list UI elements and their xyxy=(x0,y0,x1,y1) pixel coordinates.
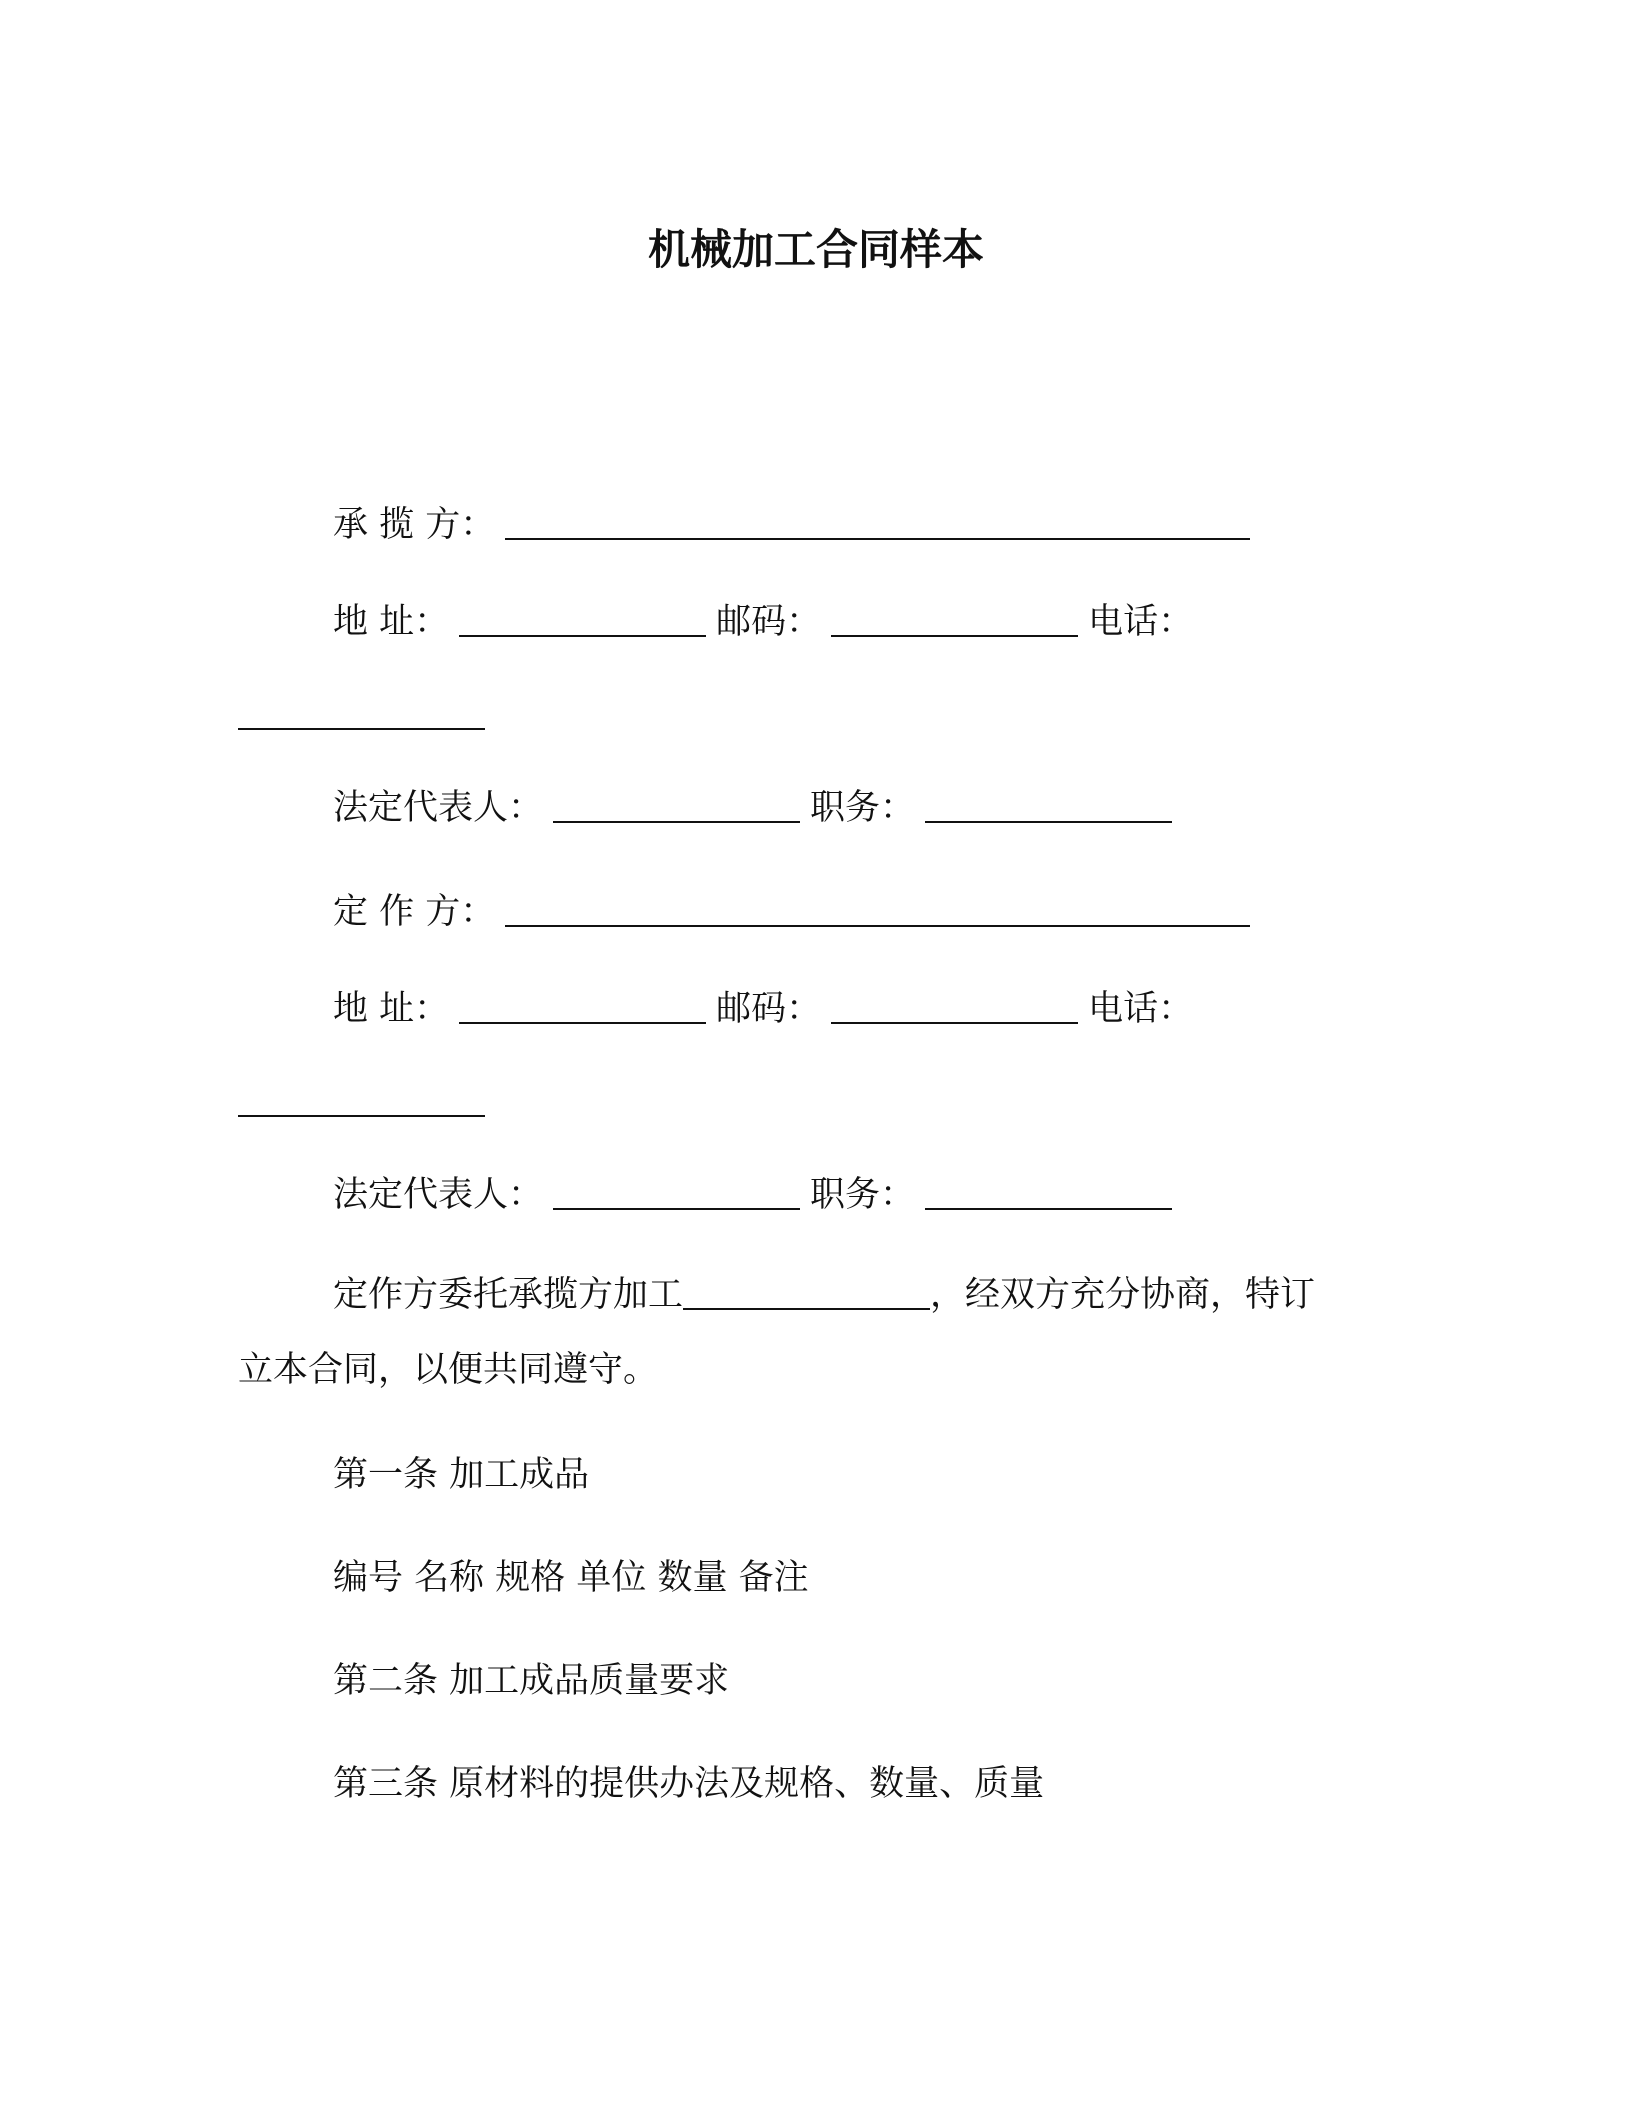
contractor-position-blank[interactable] xyxy=(925,787,1172,823)
client-rep-label: 法定代表人： xyxy=(333,1175,544,1215)
article-1-heading: 第一条 加工成品 xyxy=(333,1455,590,1495)
contractor-address-label: 地 址： xyxy=(333,602,450,642)
intro-part1: 定作方委托承揽方加工 xyxy=(333,1275,684,1315)
contractor-phone-label: 电话： xyxy=(1088,602,1194,642)
contractor-rep-line xyxy=(333,783,1172,833)
client-rep-line xyxy=(333,1170,1172,1220)
contractor-name-blank[interactable] xyxy=(505,504,1250,540)
contractor-phone-line xyxy=(238,690,485,740)
client-postcode-blank[interactable] xyxy=(831,988,1078,1024)
client-postcode-label: 邮码： xyxy=(716,989,822,1029)
client-label: 定 作 方： xyxy=(333,892,496,932)
client-phone-line xyxy=(238,1077,485,1127)
intro-line-2 xyxy=(238,1345,658,1395)
client-contact-line xyxy=(333,984,1193,1034)
contractor-rep-blank[interactable] xyxy=(553,787,800,823)
document-title: 机械加工合同样本 xyxy=(647,225,984,274)
contractor-postcode-blank[interactable] xyxy=(831,601,1078,637)
client-phone-blank[interactable] xyxy=(238,1081,485,1117)
intro-line-1 xyxy=(333,1270,1315,1320)
contractor-line xyxy=(333,500,1250,550)
article-3-heading: 第三条 原材料的提供办法及规格、数量、质量 xyxy=(333,1764,1045,1804)
client-phone-label: 电话： xyxy=(1088,989,1194,1029)
product-table-header: 编号 名称 规格 单位 数量 备注 xyxy=(333,1558,809,1598)
article-2-heading: 第二条 加工成品质量要求 xyxy=(333,1661,730,1701)
contractor-address-blank[interactable] xyxy=(459,601,706,637)
processing-item-blank[interactable] xyxy=(683,1274,930,1310)
client-name-blank[interactable] xyxy=(505,891,1250,927)
contractor-phone-blank[interactable] xyxy=(238,694,485,730)
contractor-position-label: 职务： xyxy=(810,788,916,828)
intro-line2-text: 立本合同，以便共同遵守。 xyxy=(238,1350,659,1390)
client-line xyxy=(333,887,1250,937)
client-rep-blank[interactable] xyxy=(553,1174,800,1210)
contractor-label: 承 揽 方： xyxy=(333,505,496,545)
client-position-blank[interactable] xyxy=(925,1174,1172,1210)
client-address-blank[interactable] xyxy=(459,988,706,1024)
intro-part2: ，经双方充分协商，特订 xyxy=(930,1275,1316,1315)
contractor-rep-label: 法定代表人： xyxy=(333,788,544,828)
contractor-postcode-label: 邮码： xyxy=(716,602,822,642)
contractor-contact-line xyxy=(333,597,1193,647)
client-address-label: 地 址： xyxy=(333,989,450,1029)
client-position-label: 职务： xyxy=(810,1175,916,1215)
